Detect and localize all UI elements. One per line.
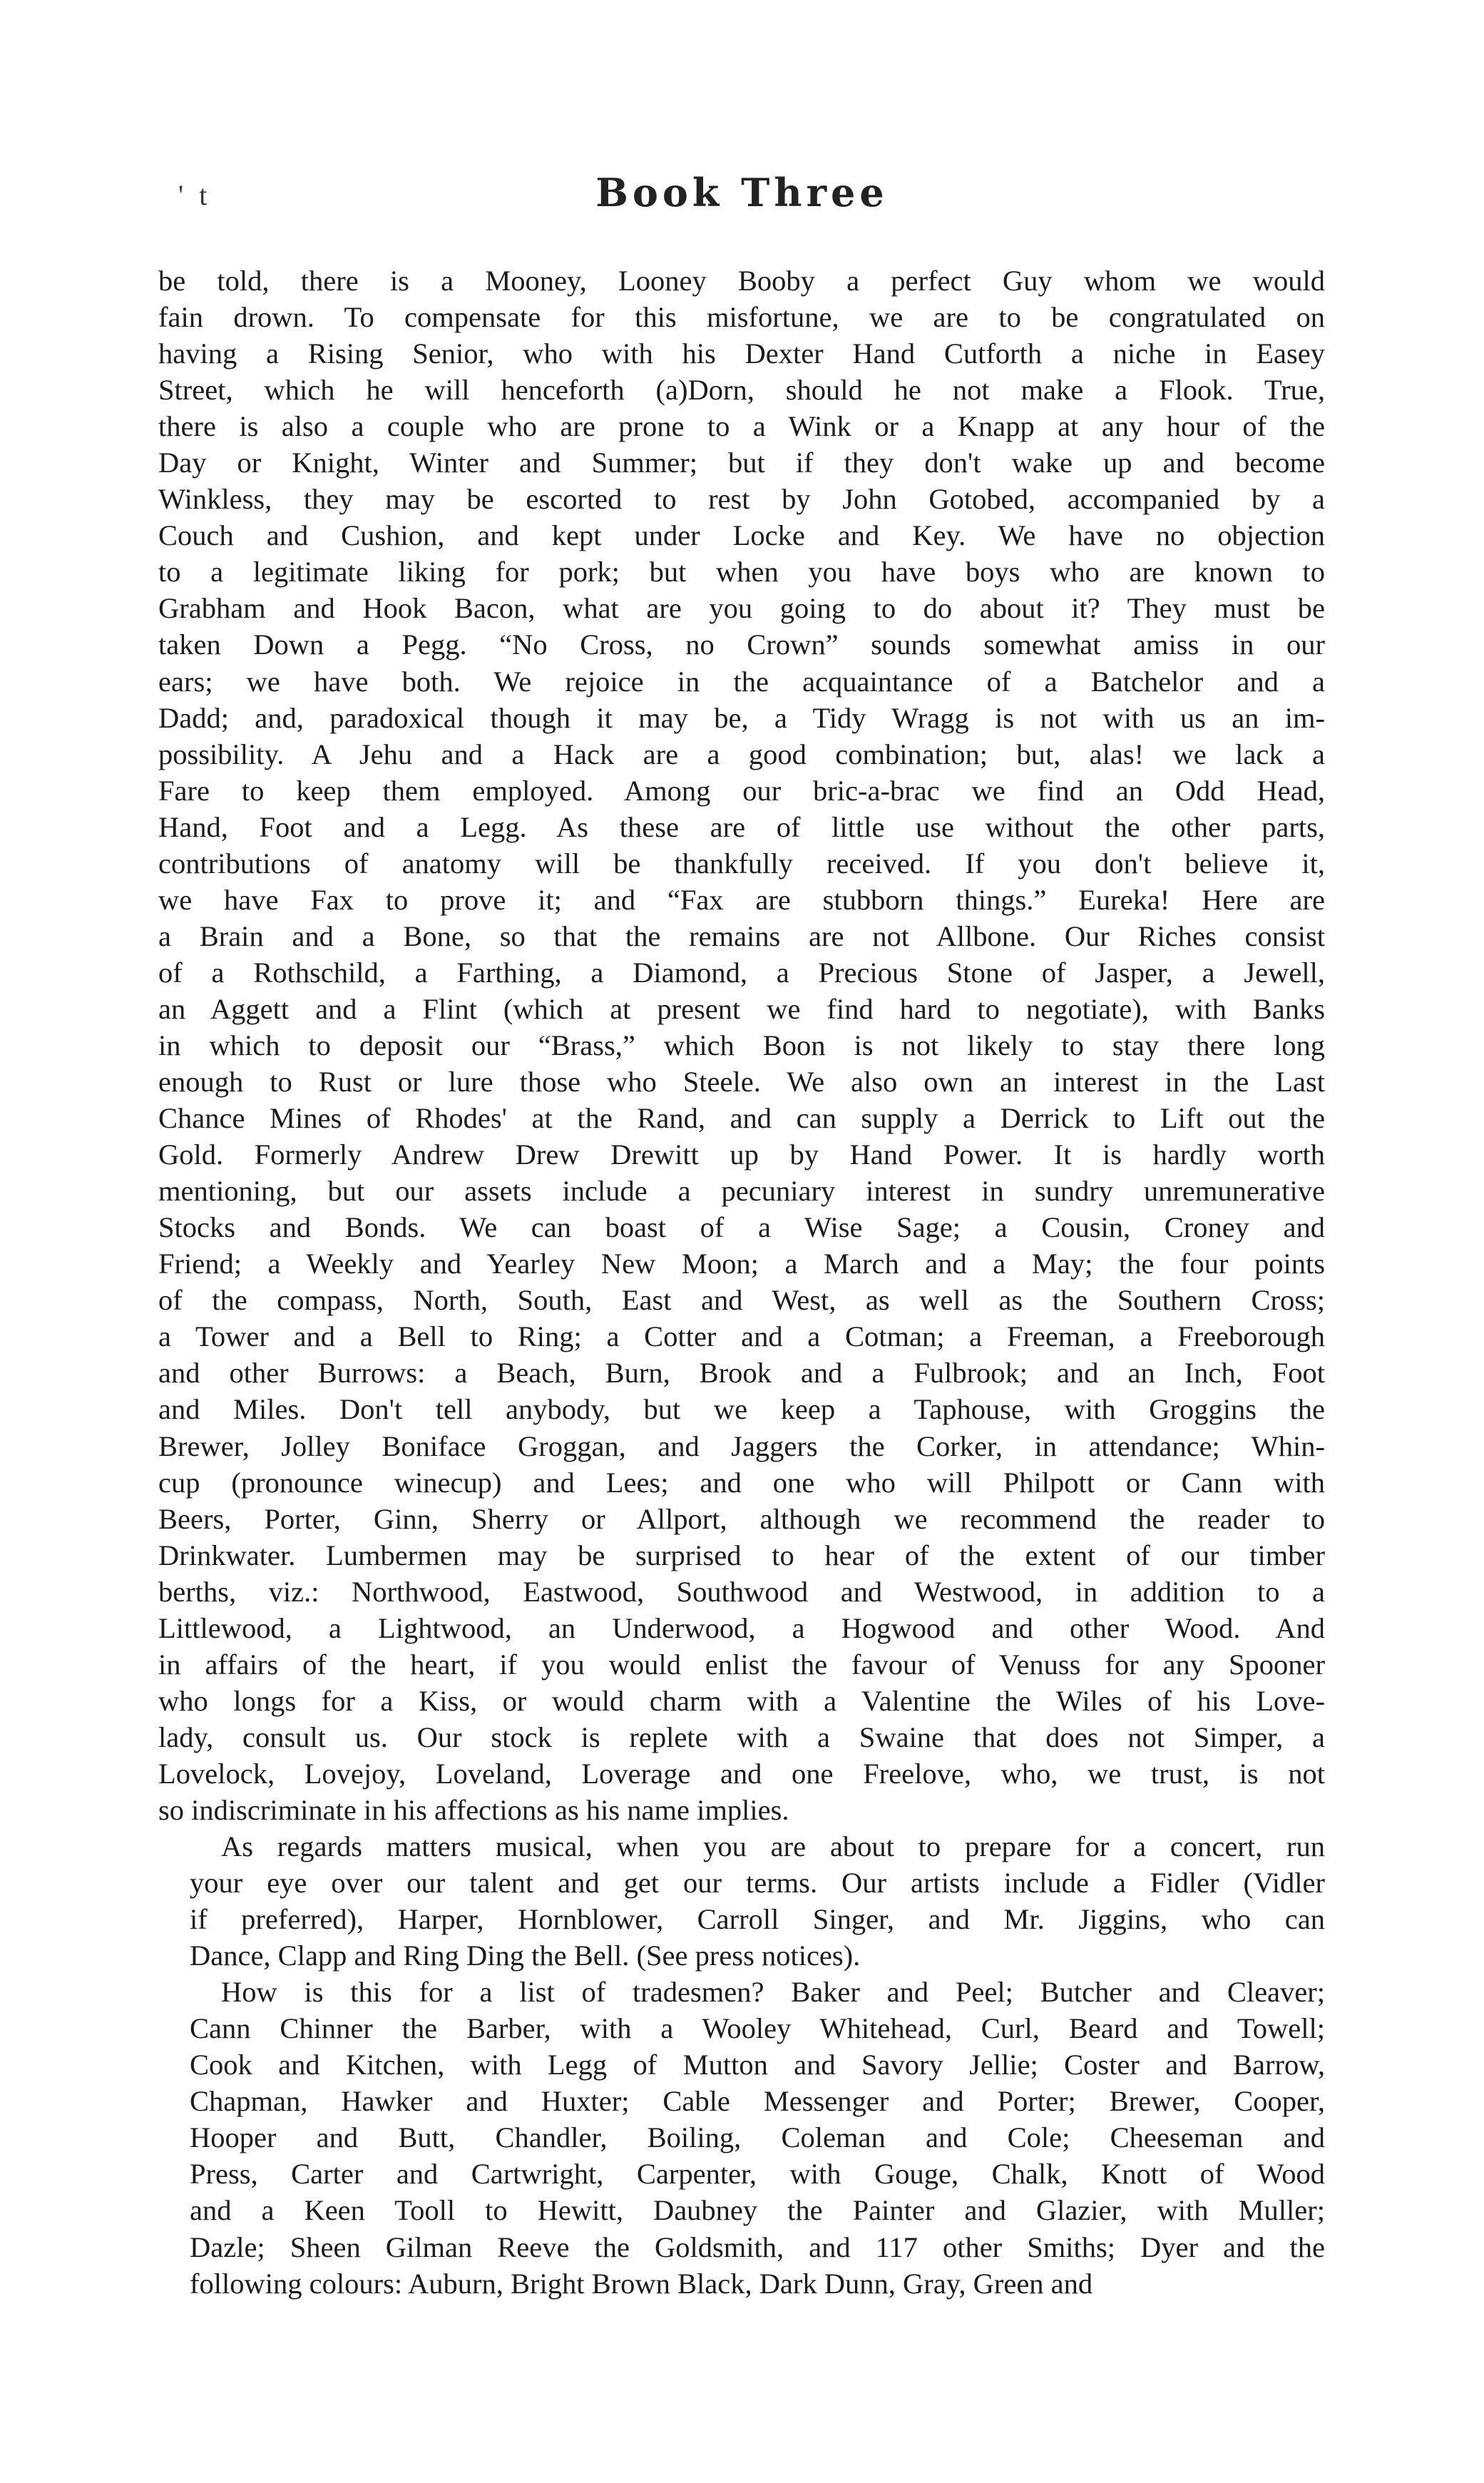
text-line: berths, viz.: Northwood, Eastwood, Southwood and Westwood, in addition to a: [158, 1575, 1325, 1608]
text-line: if preferred), Harper, Hornblower, Carroll Singer, and Mr. Jiggins, who can: [190, 1903, 1325, 1936]
text-line: Press, Carter and Cartwright, Carpenter, with Gouge, Chalk, Knott of Wood: [190, 2158, 1325, 2191]
text-line: Drinkwater. Lumbermen may be surprised to hear of the extent of our timber: [158, 1539, 1325, 1571]
text-line: your eye over our talent and get our terms. Our artists include a Fidler (Vidler: [190, 1867, 1325, 1900]
text-line: lady, consult us. Our stock is replete with a Swaine that does not Simper, a: [158, 1720, 1325, 1753]
text-line: a Tower and a Bell to Ring; a Cotter and a Cotman; a Freeman, a Freeborough: [158, 1320, 1325, 1353]
text-line: Cook and Kitchen, with Legg of Mutton and Savory Jellie; Coster and Barrow,: [190, 2049, 1325, 2081]
text-line: Couch and Cushion, and kept under Locke and Key. We have no objection: [158, 519, 1325, 552]
text-line: following colours: Auburn, Bright Brown Black, Dark Dunn, Gray, Green and: [190, 2267, 1093, 2300]
text-line: Lovelock, Lovejoy, Loveland, Loverage and one Freelove, who, we trust, is not: [158, 1757, 1325, 1790]
text-line: Hand, Foot and a Legg. As these are of little use without the other parts,: [158, 810, 1325, 843]
text-line: As regards matters musical, when you are about to prepare for a concert, run: [221, 1830, 1325, 1863]
text-line: in which to deposit our “Brass,” which Boon is not likely to stay there long: [158, 1029, 1325, 1061]
text-line: Stocks and Bonds. We can boast of a Wise Sage; a Cousin, Croney and: [158, 1211, 1325, 1244]
text-line: we have Fax to prove it; and “Fax are stubborn things.” Eureka! Here are: [158, 883, 1325, 916]
text-line: ears; we have both. We rejoice in the acquaintance of a Batchelor and a: [158, 665, 1325, 698]
text-line: Hooper and Butt, Chandler, Boiling, Coleman and Cole; Cheeseman and: [190, 2121, 1325, 2154]
text-line: there is also a couple who are prone to a Wink or a Knapp at any hour of the: [158, 410, 1325, 443]
text-line: Grabham and Hook Bacon, what are you going to do about it? They must be: [158, 592, 1325, 625]
text-line: enough to Rust or lure those who Steele. We also own an interest in the Last: [158, 1066, 1325, 1098]
text-line: Dazle; Sheen Gilman Reeve the Goldsmith, and 117 other Smiths; Dyer and the: [190, 2230, 1325, 2263]
text-line: in affairs of the heart, if you would enlist the favour of Venuss for any Spooner: [158, 1648, 1325, 1681]
text-line: Friend; a Weekly and Yearley New Moon; a March and a May; the four points: [158, 1248, 1325, 1280]
page-folio: ' t: [178, 179, 212, 211]
body-text: [158, 262, 1325, 2302]
text-line: cup (pronounce winecup) and Lees; and one who will Philpott or Cann with: [158, 1466, 1325, 1499]
text-line: a Brain and a Bone, so that the remains are not Allbone. Our Riches consist: [158, 919, 1325, 952]
paragraph: [158, 262, 1325, 1828]
text-line: Fare to keep them employed. Among our bric-a-brac we find an Odd Head,: [158, 774, 1325, 807]
text-line: and a Keen Tooll to Hewitt, Daubney the Painter and Glazier, with Muller;: [190, 2194, 1325, 2227]
text-line: of a Rothschild, a Farthing, a Diamond, a Precious Stone of Jasper, a Jewell,: [158, 956, 1325, 989]
text-line: Chance Mines of Rhodes' at the Rand, and can supply a Derrick to Lift out the: [158, 1102, 1325, 1135]
text-line: How is this for a list of tradesmen? Baker and Peel; Butcher and Cleaver;: [221, 1976, 1325, 2009]
text-line: fain drown. To compensate for this misfortune, we are to be congratulated on: [158, 301, 1325, 334]
text-line: Beers, Porter, Ginn, Sherry or Allport, although we recommend the reader to: [158, 1502, 1325, 1535]
text-line: and Miles. Don't tell anybody, but we keep a Taphouse, with Groggins the: [158, 1393, 1325, 1426]
text-line: so indiscriminate in his affections as his name implies.: [158, 1793, 789, 1826]
text-line: contributions of anatomy will be thankfully received. If you don't believe it,: [158, 847, 1325, 879]
text-line: Brewer, Jolley Boniface Groggan, and Jaggers the Corker, in attendance; Whin-: [158, 1429, 1325, 1462]
text-line: Dadd; and, paradoxical though it may be, a Tidy Wragg is not with us an im-: [158, 701, 1325, 734]
text-line: taken Down a Pegg. “No Cross, no Crown” sounds somewhat amiss in our: [158, 628, 1325, 661]
text-line: Chapman, Hawker and Huxter; Cable Messenger and Porter; Brewer, Cooper,: [190, 2085, 1325, 2118]
text-line: Street, which he will henceforth (a)Dorn, should he not make a Flook. True,: [158, 374, 1325, 407]
paragraph: [158, 1974, 1325, 2301]
text-line: who longs for a Kiss, or would charm with a Valentine the Wiles of his Love-: [158, 1684, 1325, 1717]
text-line: Day or Knight, Winter and Summer; but if they don't wake up and become: [158, 447, 1325, 479]
text-line: Dance, Clapp and Ring Ding the Bell. (See press notices).: [190, 1939, 861, 1972]
text-line: to a legitimate liking for pork; but when you have boys who are known to: [158, 556, 1325, 588]
text-line: Gold. Formerly Andrew Drew Drewitt up by Hand Power. It is hardly worth: [158, 1138, 1325, 1171]
text-line: Winkless, they may be escorted to rest by John Gotobed, accompanied by a: [158, 483, 1325, 516]
text-line: possibility. A Jehu and a Hack are a good combination; but, alas! we lack a: [158, 738, 1325, 770]
running-head: Book Three: [595, 170, 889, 215]
text-line: Cann Chinner the Barber, with a Wooley Whitehead, Curl, Beard and Towell;: [190, 2012, 1325, 2045]
text-line: of the compass, North, South, East and West, as well as the Southern Cross;: [158, 1284, 1325, 1317]
text-line: be told, there is a Mooney, Looney Booby a perfect Guy whom we would: [158, 265, 1325, 297]
text-line: an Aggett and a Flint (which at present we find hard to negotiate), with Banks: [158, 992, 1325, 1025]
paragraph: [158, 1828, 1325, 1974]
text-line: mentioning, but our assets include a pecuniary interest in sundry unremunerative: [158, 1175, 1325, 1208]
text-line: and other Burrows: a Beach, Burn, Brook and a Fulbrook; and an Inch, Foot: [158, 1357, 1325, 1390]
text-line: Littlewood, a Lightwood, an Underwood, a Hogwood and other Wood. And: [158, 1611, 1325, 1644]
text-line: having a Rising Senior, who with his Dexter Hand Cutforth a niche in Easey: [158, 337, 1325, 370]
